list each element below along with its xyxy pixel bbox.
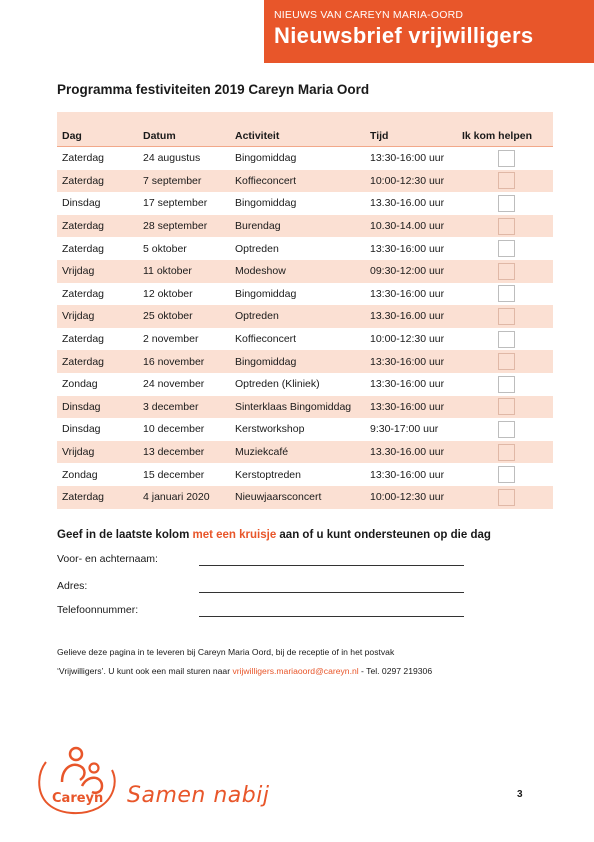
note-line-2-after: - Tel. 0297 219306 [358, 666, 433, 676]
schedule-table [57, 112, 553, 509]
instruction-before: Geef in de laatste kolom [57, 529, 193, 541]
cell-time: 13:30-16:00 uur [370, 242, 445, 255]
table-row [57, 305, 553, 328]
cell-time: 13:30-16:00 uur [370, 400, 445, 413]
cell-day: Vrijdag [62, 310, 95, 323]
cell-help [462, 195, 553, 212]
cell-activity: Optreden (Kliniek) [235, 378, 320, 391]
slogan: Samen nabij [127, 783, 270, 808]
note-line-1: Gelieve deze pagina in te leveren bij Careyn Maria Oord, bij de receptie of in het postvak [57, 647, 395, 657]
cell-time: 13.30-16.00 uur [370, 446, 445, 459]
help-checkbox[interactable] [498, 444, 515, 461]
header-activity: Activiteit [235, 130, 280, 142]
cell-day: Zaterdag [62, 333, 105, 346]
cell-activity: Bingomiddag [235, 287, 297, 300]
table-row [57, 350, 553, 373]
cell-activity: Kerstoptreden [235, 468, 301, 481]
table-row [57, 328, 553, 351]
cell-help [462, 466, 553, 483]
cell-time: 13:30-16:00 uur [370, 378, 445, 391]
newsletter-title: Nieuwsbrief vrijwilligers [274, 23, 534, 48]
cell-day: Dinsdag [62, 197, 101, 210]
name-label: Voor- en achternaam: [57, 553, 158, 565]
table-body [57, 147, 553, 509]
cell-day: Zaterdag [62, 152, 105, 165]
cell-activity: Optreden [235, 242, 279, 255]
cell-time: 10:00-12:30 uur [370, 333, 445, 346]
help-checkbox[interactable] [498, 353, 515, 370]
help-checkbox[interactable] [498, 466, 515, 483]
cell-activity: Optreden [235, 310, 279, 323]
table-row [57, 170, 553, 193]
cell-day: Zondag [62, 468, 98, 481]
cell-day: Zondag [62, 378, 98, 391]
cell-date: 24 november [143, 378, 205, 391]
table-row [57, 418, 553, 441]
cell-date: 4 januari 2020 [143, 491, 210, 504]
table-top-band [57, 112, 553, 126]
table-row [57, 283, 553, 306]
table-row [57, 373, 553, 396]
cell-help [462, 240, 553, 257]
note-line-2-before: ‘Vrijwilligers’. U kunt ook een mail sturen naar [57, 666, 233, 676]
email-link[interactable]: vrijwilligers.mariaoord@careyn.nl [232, 666, 359, 676]
cell-date: 3 december [143, 400, 199, 413]
table-row [57, 441, 553, 464]
table-row [57, 396, 553, 419]
cell-date: 15 december [143, 468, 205, 481]
cell-day: Dinsdag [62, 423, 101, 436]
table-row [57, 237, 553, 260]
help-checkbox[interactable] [498, 195, 515, 212]
cell-activity: Muziekcafé [235, 446, 289, 459]
help-checkbox[interactable] [498, 172, 515, 189]
cell-activity: Bingomiddag [235, 355, 297, 368]
cell-day: Zaterdag [62, 355, 105, 368]
cell-help [462, 285, 553, 302]
help-checkbox[interactable] [498, 489, 515, 506]
cell-day: Zaterdag [62, 242, 105, 255]
cell-day: Zaterdag [62, 491, 105, 504]
cell-help [462, 331, 553, 348]
cell-help [462, 308, 553, 325]
help-checkbox[interactable] [498, 285, 515, 302]
cell-date: 24 augustus [143, 152, 201, 165]
cell-help [462, 489, 553, 506]
cell-day: Vrijdag [62, 446, 95, 459]
name-input-line[interactable] [199, 565, 464, 566]
cell-time: 13:30-16:00 uur [370, 355, 445, 368]
cell-activity: Koffieconcert [235, 174, 297, 187]
cell-day: Vrijdag [62, 265, 95, 278]
address-label: Adres: [57, 580, 88, 592]
cell-help [462, 444, 553, 461]
cell-activity: Sinterklaas Bingomiddag [235, 400, 352, 413]
cell-activity: Bingomiddag [235, 197, 297, 210]
header-help: Ik kom helpen [462, 130, 533, 142]
cell-day: Dinsdag [62, 400, 101, 413]
cell-help [462, 376, 553, 393]
program-title: Programma festiviteiten 2019 Careyn Maria Oord [57, 82, 370, 97]
help-checkbox[interactable] [498, 398, 515, 415]
cell-help [462, 172, 553, 189]
instruction-text [57, 529, 491, 541]
help-checkbox[interactable] [498, 308, 515, 325]
page-number: 3 [517, 789, 523, 800]
table-row [57, 147, 553, 170]
cell-activity: Koffieconcert [235, 333, 297, 346]
cell-time: 13:30-16:00 uur [370, 152, 445, 165]
help-checkbox[interactable] [498, 240, 515, 257]
cell-day: Zaterdag [62, 220, 105, 233]
cell-date: 25 oktober [143, 310, 193, 323]
cell-help [462, 263, 553, 280]
cell-help [462, 218, 553, 235]
table-row [57, 486, 553, 509]
table-header-row [57, 126, 553, 147]
cell-help [462, 150, 553, 167]
cell-day: Zaterdag [62, 174, 105, 187]
table-row [57, 215, 553, 238]
cell-date: 13 december [143, 446, 205, 459]
phone-label: Telefoonnummer: [57, 604, 139, 616]
newsletter-banner [264, 0, 594, 63]
cell-date: 7 september [143, 174, 202, 187]
help-checkbox[interactable] [498, 421, 515, 438]
cell-date: 12 oktober [143, 287, 193, 300]
cell-time: 10:00-12:30 uur [370, 174, 445, 187]
logo-text: Careyn [52, 791, 104, 806]
cell-time: 13.30-16.00 uur [370, 197, 445, 210]
cell-date: 11 oktober [143, 265, 192, 278]
help-checkbox[interactable] [498, 376, 515, 393]
table-row [57, 260, 553, 283]
cell-help [462, 421, 553, 438]
cell-help [462, 398, 553, 415]
instruction-highlight: met een kruisje [192, 529, 277, 541]
cell-time: 10.30-14.00 uur [370, 220, 445, 233]
cell-activity: Burendag [235, 220, 281, 233]
instruction-after: aan of u kunt ondersteunen op die dag [276, 529, 491, 541]
help-checkbox[interactable] [498, 331, 515, 348]
cell-activity: Modeshow [235, 265, 286, 278]
cell-activity: Nieuwjaarsconcert [235, 491, 322, 504]
help-checkbox[interactable] [498, 263, 515, 280]
careyn-logo-mark [32, 742, 120, 816]
header-time: Tijd [370, 130, 389, 142]
table-row [57, 192, 553, 215]
cell-date: 17 september [143, 197, 208, 210]
submission-note [57, 643, 527, 681]
cell-date: 10 december [143, 423, 205, 436]
cell-date: 5 oktober [143, 242, 187, 255]
newsletter-kicker: NIEUWS VAN CAREYN MARIA-OORD [274, 9, 464, 21]
help-checkbox[interactable] [498, 218, 515, 235]
careyn-logo [32, 742, 120, 816]
cell-time: 13:30-16:00 uur [370, 287, 445, 300]
cell-time: 10:00-12:30 uur [370, 491, 445, 504]
cell-date: 28 september [143, 220, 208, 233]
help-checkbox[interactable] [498, 150, 515, 167]
cell-help [462, 353, 553, 370]
cell-date: 2 november [143, 333, 199, 346]
cell-date: 16 november [143, 355, 205, 368]
note-line-2 [57, 662, 527, 681]
cell-activity: Kerstworkshop [235, 423, 305, 436]
cell-time: 9:30-17:00 uur [370, 423, 439, 436]
address-input-line[interactable] [199, 592, 464, 593]
phone-input-line[interactable] [199, 616, 464, 617]
header-day: Dag [62, 130, 82, 142]
table-row [57, 463, 553, 486]
cell-activity: Bingomiddag [235, 152, 297, 165]
cell-day: Zaterdag [62, 287, 105, 300]
cell-time: 13:30-16:00 uur [370, 468, 445, 481]
cell-time: 13.30-16.00 uur [370, 310, 445, 323]
cell-time: 09:30-12:00 uur [370, 265, 445, 278]
header-date: Datum [143, 130, 176, 142]
